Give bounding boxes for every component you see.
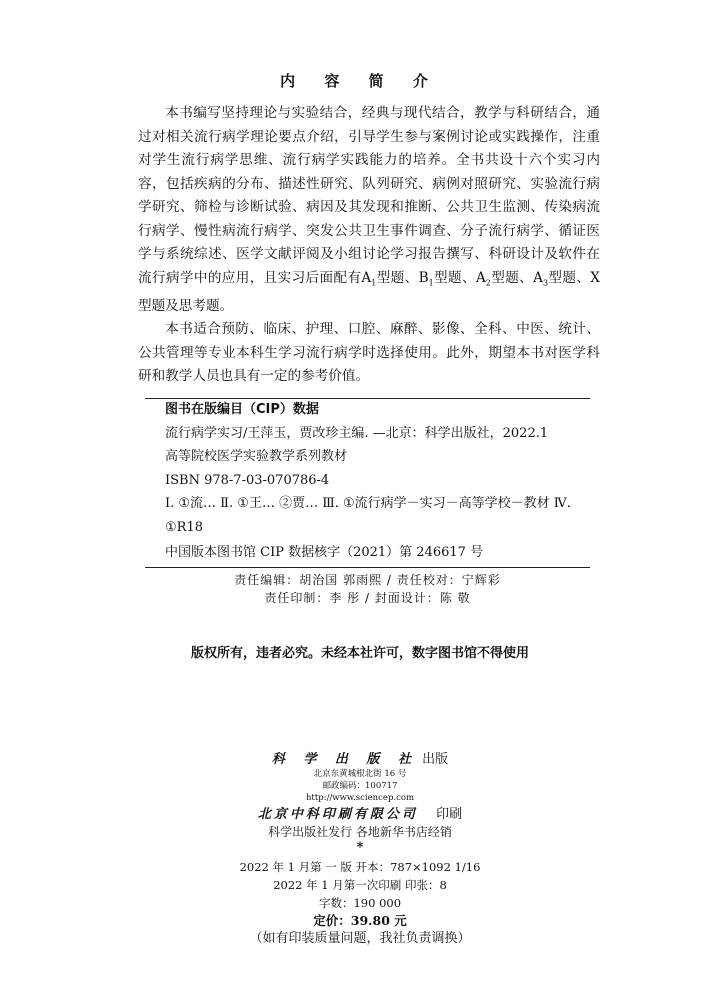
staff-editors-line: 责任编辑：胡治国 郭雨熙 / 责任校对：宁辉彩 [234, 573, 501, 587]
question-type-a2-subscript: 2 [485, 278, 491, 288]
question-type-a2: 型题、A [433, 269, 486, 286]
question-type-b1-subscript: 1 [428, 278, 434, 288]
publisher-details [0, 768, 720, 804]
publisher-line [0, 748, 720, 767]
printer-suffix: 印刷 [436, 807, 463, 822]
intro-paragraph-1-end: 型题、X 型题及思考题。 [138, 269, 600, 314]
cip-title-line: 流行病学实习/王萍玉，贾改珍主编. —北京：科学出版社，2022.1 [165, 425, 549, 441]
cip-classification-line: Ⅰ. ①流… Ⅱ. ①王… ②贾… Ⅲ. ①流行病学－实习－高等学校－教材 Ⅳ. ①R18 [165, 496, 571, 535]
word-count-line: 字数：190 000 [318, 896, 402, 910]
intro-paragraph-1-text: 本书编写坚持理论与实验结合，经典与现代结合，教学与科研结合，通过对相关流行病学理论要点介绍，引导学生参与案例讨论或实践操作，注重对学生流行病学思维、流行病学实践能力的培养。全书共设十六个实习内容，包括疾病的分布、描述性研究、队列研究、病例对照研究、实验流行病学研究、筛检与诊断试验、病因及其发现和推断、公共卫生监测、传染病流行病学、慢性病流行病学、突发公共卫生事件调查、分子流行病学、循证医学与系统综述、医学文献评阅及小组讨论学习报告撰写、科研设计及软件在流行病学中的应用，且实习后面配有 [138, 105, 600, 286]
intro-paragraph-2: 本书适合预防、临床、护理、口腔、麻醉、影像、全科、中医、统计、公共管理等专业本科生学习流行病学时选择使用。此外，期望本书对医学科研和教学人员也具有一定的参考价值。 [138, 321, 600, 385]
page-title: 内 容 简 介 [280, 72, 440, 90]
staff-printing-design-line: 责任印制：李 彤 / 封面设计：陈 敬 [264, 591, 471, 605]
cip-bottom-divider [145, 567, 590, 568]
intro-paragraph-1 [138, 102, 600, 318]
distribution-line: 科学出版社发行 各地新华书店经销 [268, 825, 452, 839]
edition-line: 2022 年 1 月第 一 版 开本：787×1092 1/16 [239, 860, 481, 874]
cip-isbn-line: ISBN 978-7-03-070786-4 [165, 472, 330, 488]
publisher-suffix: 出版 [422, 752, 449, 767]
price-line: 定价：39.80 元 [313, 913, 407, 928]
cip-heading: 图书在版编目（CIP）数据 [165, 402, 319, 417]
question-type-a3-subscript: 3 [542, 278, 549, 288]
quality-notice: （如有印装质量问题，我社负责调换） [249, 931, 471, 946]
staff-credits [145, 571, 590, 607]
publisher-address: 北京东黄城根北街 16 号 [313, 769, 407, 779]
question-type-a3: 型题、A [490, 269, 543, 286]
cip-series-line: 高等院校医学实验教学系列教材 [165, 449, 348, 464]
intro-section [138, 102, 600, 389]
separator-star: * [356, 840, 364, 855]
printer-line [0, 803, 720, 822]
cip-block [145, 398, 590, 565]
publisher-name: 科 学 出 版 社 [271, 752, 418, 767]
publisher-url: http://www.sciencep.com [305, 793, 415, 803]
printer-name: 北京中科印刷有限公司 [257, 807, 418, 822]
publisher-postcode: 邮政编码：100717 [322, 781, 398, 791]
question-type-a1-subscript: 1 [371, 278, 377, 288]
question-type-b1: 型题、B [376, 269, 429, 286]
cip-record-number-line: 中国版本图书馆 CIP 数据核字（2021）第 246617 号 [165, 545, 484, 560]
question-type-a1: A [361, 269, 372, 286]
printing-line: 2022 年 1 月第一次印刷 印张：8 [273, 878, 447, 892]
copyright-notice: 版权所有，违者必究。未经本社许可，数字图书馆不得使用 [190, 646, 529, 661]
edition-info [0, 858, 720, 948]
